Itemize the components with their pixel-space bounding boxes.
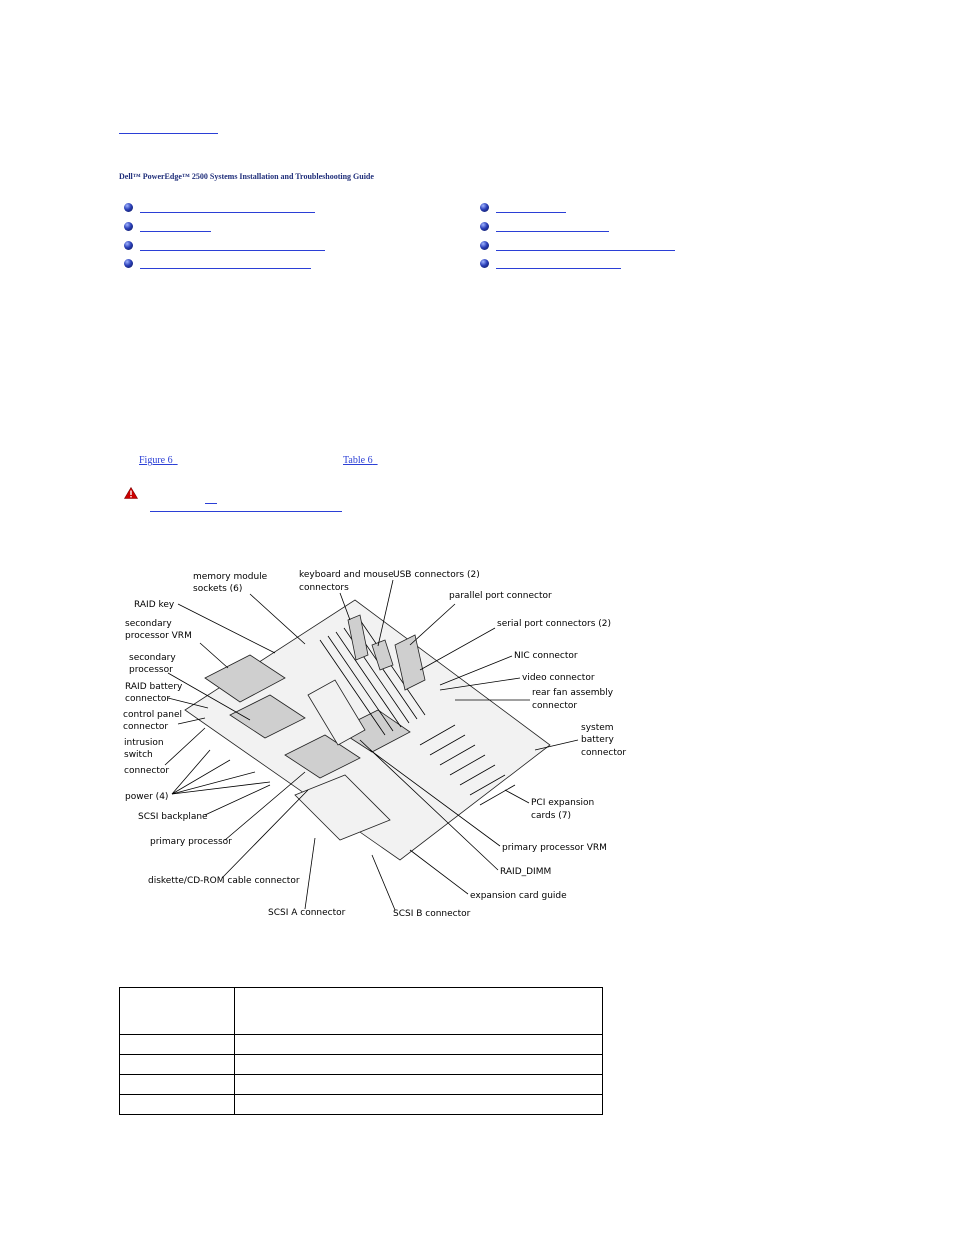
label-system-battery-3: connector <box>581 748 627 758</box>
toc-item[interactable] <box>124 241 334 253</box>
table-row <box>120 1095 603 1115</box>
label-secondary-vrm-2: processor VRM <box>125 631 192 641</box>
label-primary-vrm: primary processor VRM <box>502 843 607 853</box>
table-header-cell <box>120 988 235 1035</box>
toc-item[interactable] <box>480 241 680 253</box>
label-secondary-processor-2: processor <box>129 665 173 675</box>
label-video-connector: video connector <box>522 673 595 683</box>
label-expansion-card-guide: expansion card guide <box>470 891 567 901</box>
label-scsi-b: SCSI B connector <box>393 909 471 919</box>
table-cell <box>120 1095 235 1115</box>
table-cell <box>120 1075 235 1095</box>
label-intrusion-switch-2: switch <box>124 750 153 760</box>
label-raid-battery-2: connector <box>125 694 171 704</box>
label-power: power (4) <box>125 792 169 802</box>
label-keyboard-mouse: keyboard and mouse <box>299 570 394 580</box>
previous-page-link[interactable] <box>119 133 218 134</box>
label-pci-expansion: PCI expansion <box>531 798 595 808</box>
label-pci-expansion-2: cards (7) <box>531 811 572 821</box>
table-cell <box>120 1055 235 1075</box>
label-system-battery: system <box>581 723 614 733</box>
connector-table <box>119 987 603 1115</box>
label-serial-ports: serial port connectors (2) <box>497 619 611 629</box>
system-board-diagram <box>110 560 630 930</box>
toc-link[interactable] <box>496 212 566 213</box>
label-intrusion-switch: intrusion <box>124 738 164 748</box>
label-scsi-a: SCSI A connector <box>268 908 346 918</box>
label-rear-fan-2: connector <box>532 701 578 711</box>
label-keyboard-mouse-2: connectors <box>299 583 349 593</box>
table-row <box>120 1055 603 1075</box>
label-parallel-port: parallel port connector <box>449 591 552 601</box>
blue-sphere-bullet-icon <box>124 241 133 250</box>
blue-sphere-bullet-icon <box>124 203 133 212</box>
table-row <box>120 1075 603 1095</box>
table-row <box>120 1035 603 1055</box>
toc-item[interactable] <box>480 222 620 234</box>
label-secondary-processor: secondary <box>129 653 176 663</box>
label-control-panel-2: connector <box>123 722 169 732</box>
toc-item[interactable] <box>124 203 324 215</box>
label-diskette-cdrom: diskette/CD-ROM cable connector <box>148 876 300 886</box>
warning-triangle-icon <box>124 487 138 499</box>
table-cell <box>235 1095 603 1115</box>
label-primary-processor: primary processor <box>150 837 232 847</box>
label-rear-fan: rear fan assembly <box>532 688 614 698</box>
label-nic-connector: NIC connector <box>514 651 578 661</box>
table-link[interactable]: Table 6 <box>343 455 373 466</box>
table-cell <box>235 1075 603 1095</box>
blue-sphere-bullet-icon <box>480 222 489 231</box>
label-raid-battery: RAID battery <box>125 682 183 692</box>
label-memory-module-sockets-2: sockets (6) <box>193 584 243 594</box>
label-raid-key: RAID key <box>134 600 175 610</box>
blue-sphere-bullet-icon <box>480 241 489 250</box>
label-secondary-vrm: secondary <box>125 619 172 629</box>
toc-item[interactable] <box>480 259 630 271</box>
label-control-panel: control panel <box>123 710 183 720</box>
blue-sphere-bullet-icon <box>480 259 489 268</box>
toc-link[interactable] <box>140 231 211 232</box>
toc-item[interactable] <box>480 203 580 215</box>
table-header-row <box>120 988 603 1035</box>
toc-item[interactable] <box>124 259 324 271</box>
label-memory-module-sockets: memory module <box>193 572 268 582</box>
blue-sphere-bullet-icon <box>480 203 489 212</box>
toc-link[interactable] <box>496 268 621 269</box>
warning-link-a[interactable] <box>205 503 217 504</box>
document-title: Dell™ PowerEdge™ 2500 Systems Installation and Troubleshooting Guide <box>119 172 374 181</box>
label-scsi-backplane: SCSI backplane <box>138 812 208 822</box>
toc-link[interactable] <box>496 250 675 251</box>
toc-link[interactable] <box>496 231 609 232</box>
table-cell <box>120 1035 235 1055</box>
toc-link[interactable] <box>140 268 311 269</box>
system-board-illustration <box>185 600 550 860</box>
figure-link[interactable]: Figure 6 <box>139 455 173 466</box>
toc-link[interactable] <box>140 250 325 251</box>
label-raid-dimm: RAID_DIMM <box>500 867 552 877</box>
warning-link-b[interactable] <box>150 511 342 512</box>
toc-link[interactable] <box>140 212 315 213</box>
blue-sphere-bullet-icon <box>124 222 133 231</box>
table-cell <box>235 1055 603 1075</box>
label-intrusion-switch-3: connector <box>124 766 170 776</box>
label-usb-connectors: USB connectors (2) <box>393 570 480 580</box>
table-cell <box>235 1035 603 1055</box>
toc-item[interactable] <box>124 222 224 234</box>
blue-sphere-bullet-icon <box>124 259 133 268</box>
label-system-battery-2: battery <box>581 735 614 745</box>
table-header-cell <box>235 988 603 1035</box>
